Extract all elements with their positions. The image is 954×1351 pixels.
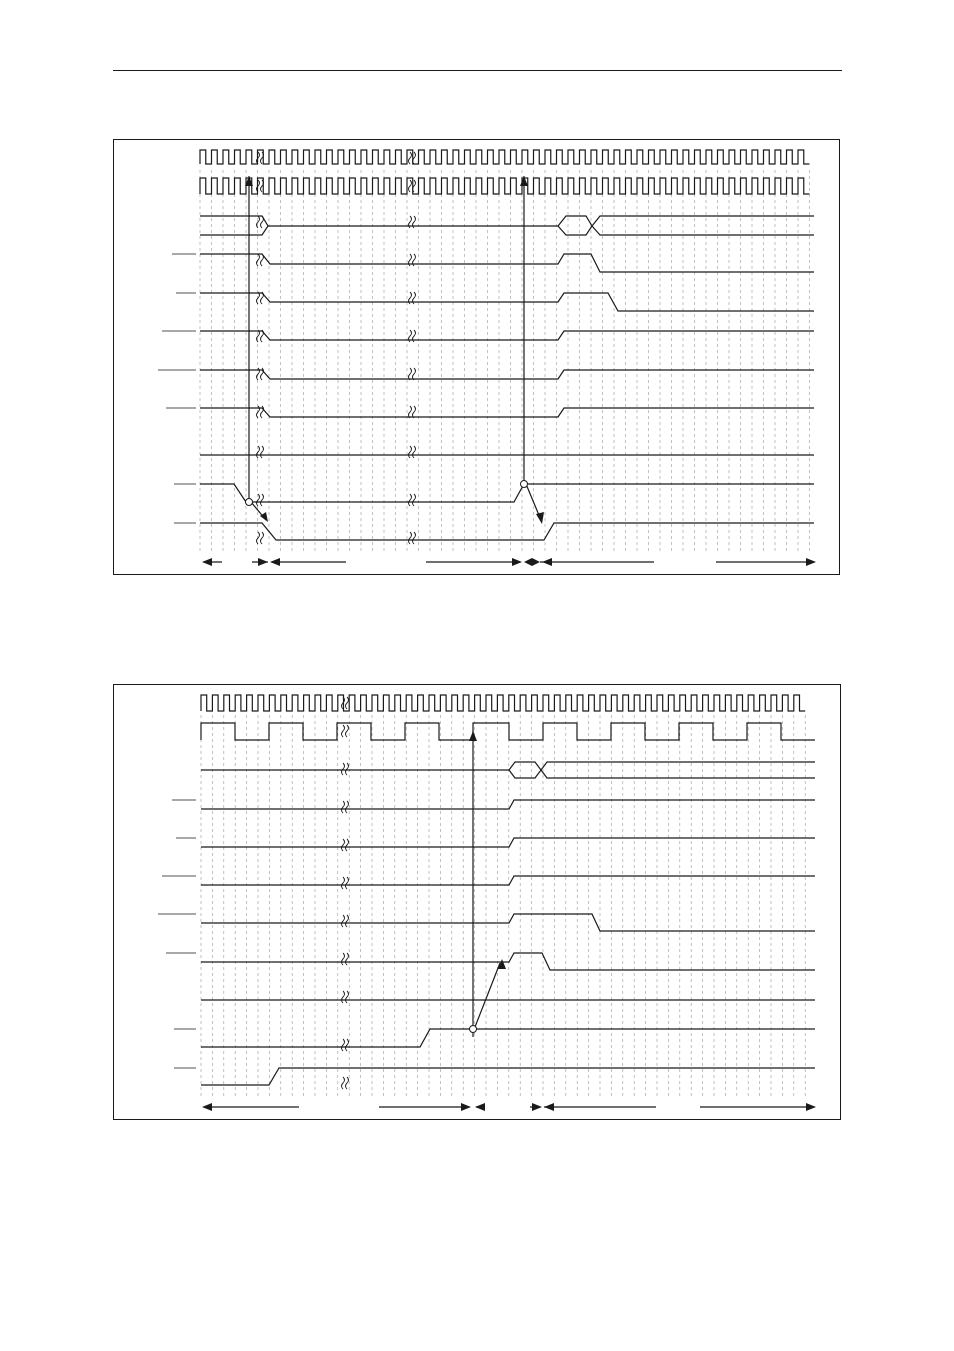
arrowhead: [270, 558, 280, 566]
arrowhead: [536, 512, 544, 524]
cause-arrow-1: [475, 963, 500, 1027]
bus-waveform: [201, 762, 815, 778]
signal-waveform-5: [201, 914, 815, 931]
break-marker: [342, 1077, 349, 1089]
break-marker: [342, 697, 349, 709]
break-marker: [409, 494, 416, 506]
arrowhead: [806, 558, 816, 566]
arrowhead: [806, 1103, 816, 1111]
break-marker: [342, 839, 349, 851]
arrowhead: [258, 558, 268, 566]
break-marker: [409, 152, 416, 164]
header-rule: [113, 70, 842, 71]
arrowhead: [532, 558, 540, 566]
arrowhead: [461, 1103, 471, 1111]
arrowhead: [475, 1103, 485, 1111]
clock-waveform-2: [201, 723, 815, 740]
event-marker: [470, 1026, 477, 1033]
grid-lines: [200, 170, 810, 552]
break-markers: [342, 697, 349, 1089]
timing-diagram-1-svg: [114, 140, 841, 576]
break-marker: [342, 991, 349, 1003]
arrowhead: [512, 558, 522, 566]
arrowhead: [532, 1103, 542, 1111]
break-marker: [342, 763, 349, 775]
signal-waveform-8: [200, 484, 814, 502]
event-marker: [521, 481, 528, 488]
break-marker: [409, 532, 416, 544]
waveforms: [158, 695, 815, 1107]
break-marker: [342, 801, 349, 813]
signal-label-ticks: [158, 800, 196, 1068]
clock-waveform-1: [200, 150, 810, 164]
break-marker: [342, 1039, 349, 1051]
break-marker: [409, 446, 416, 458]
break-marker: [409, 406, 416, 418]
signal-waveform-8: [201, 1029, 815, 1047]
signal-waveform-3: [201, 838, 815, 847]
waveforms: [158, 150, 814, 562]
arrowhead: [524, 558, 532, 566]
break-marker: [409, 180, 416, 192]
timing-diagram-2-svg: [114, 685, 842, 1121]
timing-diagram-1: [113, 139, 840, 575]
event-marker: [246, 499, 253, 506]
event-markers: [470, 1026, 477, 1033]
signal-waveform-6: [201, 953, 815, 970]
break-marker: [342, 877, 349, 889]
break-marker: [342, 953, 349, 965]
arrowhead: [469, 731, 477, 741]
signal-label-ticks: [158, 254, 196, 523]
signal-waveform-2: [201, 800, 815, 809]
arrowhead: [542, 558, 552, 566]
clock-waveform-1: [201, 695, 805, 711]
break-marker: [342, 915, 349, 927]
signal-waveform-9: [201, 1068, 815, 1085]
arrowhead: [544, 1103, 554, 1111]
break-marker: [342, 725, 349, 737]
arrowhead: [202, 1103, 212, 1111]
signal-waveform-4: [201, 876, 815, 885]
grid-lines: [201, 715, 805, 1097]
timing-diagram-2: [113, 684, 841, 1120]
arrowhead: [202, 558, 212, 566]
clock-waveform-2: [200, 178, 810, 194]
break-marker: [409, 368, 416, 380]
break-markers: [257, 152, 416, 544]
